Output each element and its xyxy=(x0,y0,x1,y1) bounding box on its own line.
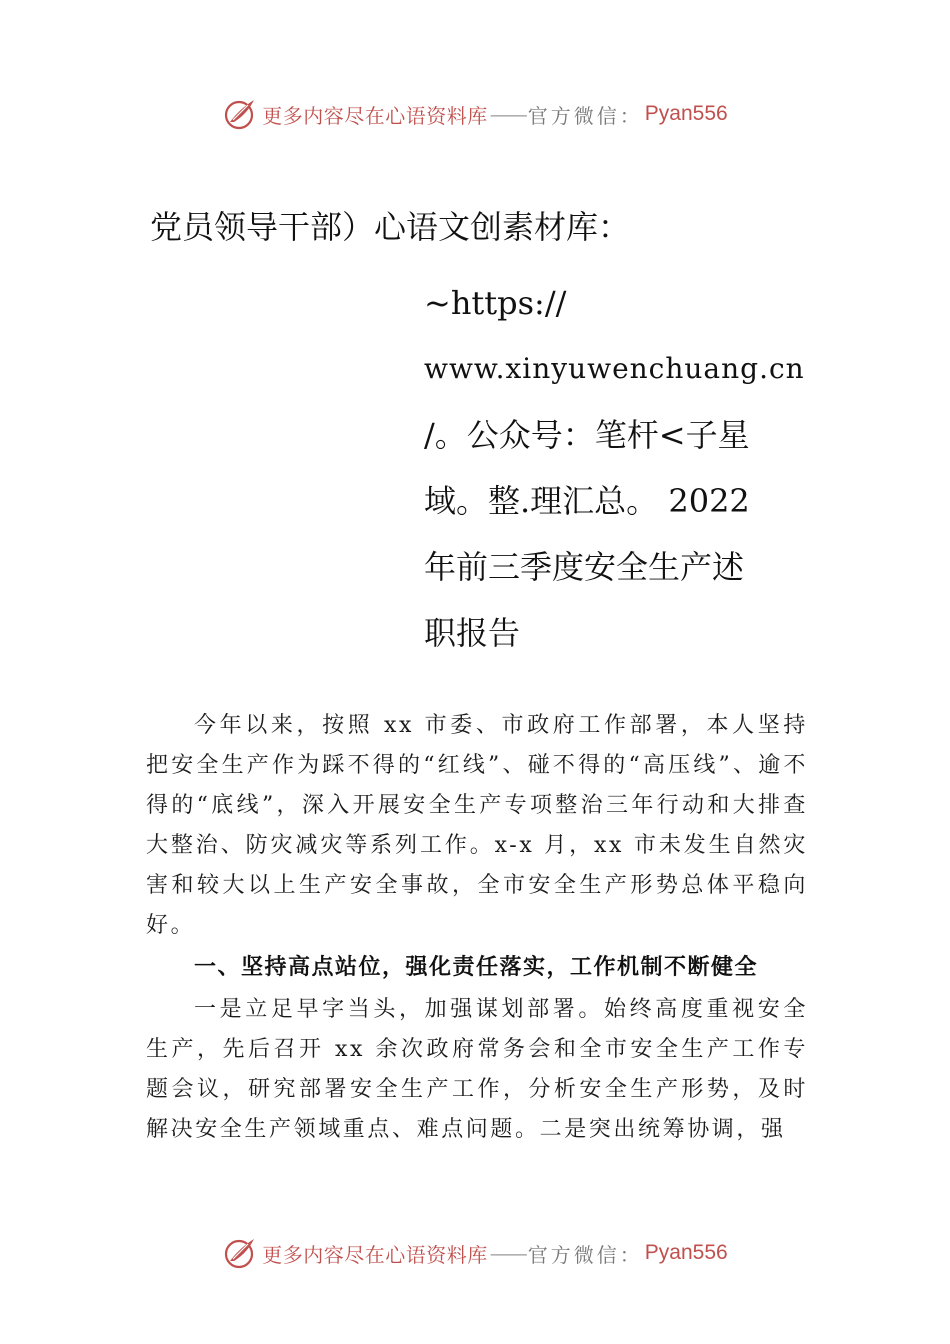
watermark-wechat-label: 官方微信： xyxy=(527,1242,643,1267)
section-1-paragraph: 一是立足早字当头，加强谋划部署。始终高度重视安全生产，先后召开 xx 余次政府常务会和全市安全生产工作专题会议，研究部署安全生产工作，分析安全生产形势，及时解决安全生产领域重点、难点问题。二是突出统筹协调，强 xyxy=(146,997,808,1142)
quill-logo-icon xyxy=(222,96,258,132)
title-line: /。公众号：笔杆<子星 xyxy=(424,416,750,454)
title-line: 年前三季度安全生产述 xyxy=(424,548,745,586)
title-line: ~https:// xyxy=(424,284,567,322)
watermark-brand: 更多内容尽在心语资料库 xyxy=(262,103,488,128)
quill-logo-icon xyxy=(222,1235,258,1271)
watermark-wechat-id: Pyan556 xyxy=(644,1241,728,1264)
watermark-brand: 更多内容尽在心语资料库 xyxy=(262,1242,488,1267)
section-heading-1: 一、坚持高点站位，强化责任落实，工作机制不断健全 xyxy=(194,955,759,980)
intro-paragraph: 今年以来，按照 xx 市委、市政府工作部署，本人坚持把安全生产作为踩不得的“红线”、碰不得的“高压线”、逾不得的“底线”，深入开展安全生产专项整治三年行动和大排查大整治、防灾减灾等系列工作。x-x 月，xx 市未发生自然灾害和较大以上生产安全事故，全市安全生产形势总体平稳向好。 xyxy=(146,713,808,938)
title-line: 域。整.理汇总。 2022 xyxy=(424,482,750,520)
title-line: 职报告 xyxy=(424,614,521,652)
document-title-block xyxy=(424,270,804,666)
watermark-dash: —— xyxy=(489,102,526,126)
watermark-banner-bottom xyxy=(0,1233,950,1273)
watermark-wechat-id: Pyan556 xyxy=(644,102,728,125)
watermark-banner-top xyxy=(0,94,950,134)
watermark-dash: —— xyxy=(489,1241,526,1265)
title-line: www.xinyuwenchuang.cn xyxy=(424,352,805,385)
document-body xyxy=(146,706,808,1150)
watermark-wechat-label: 官方微信： xyxy=(527,103,643,128)
document-title-line-1: 党员领导干部）心语文创素材库： xyxy=(150,208,631,246)
